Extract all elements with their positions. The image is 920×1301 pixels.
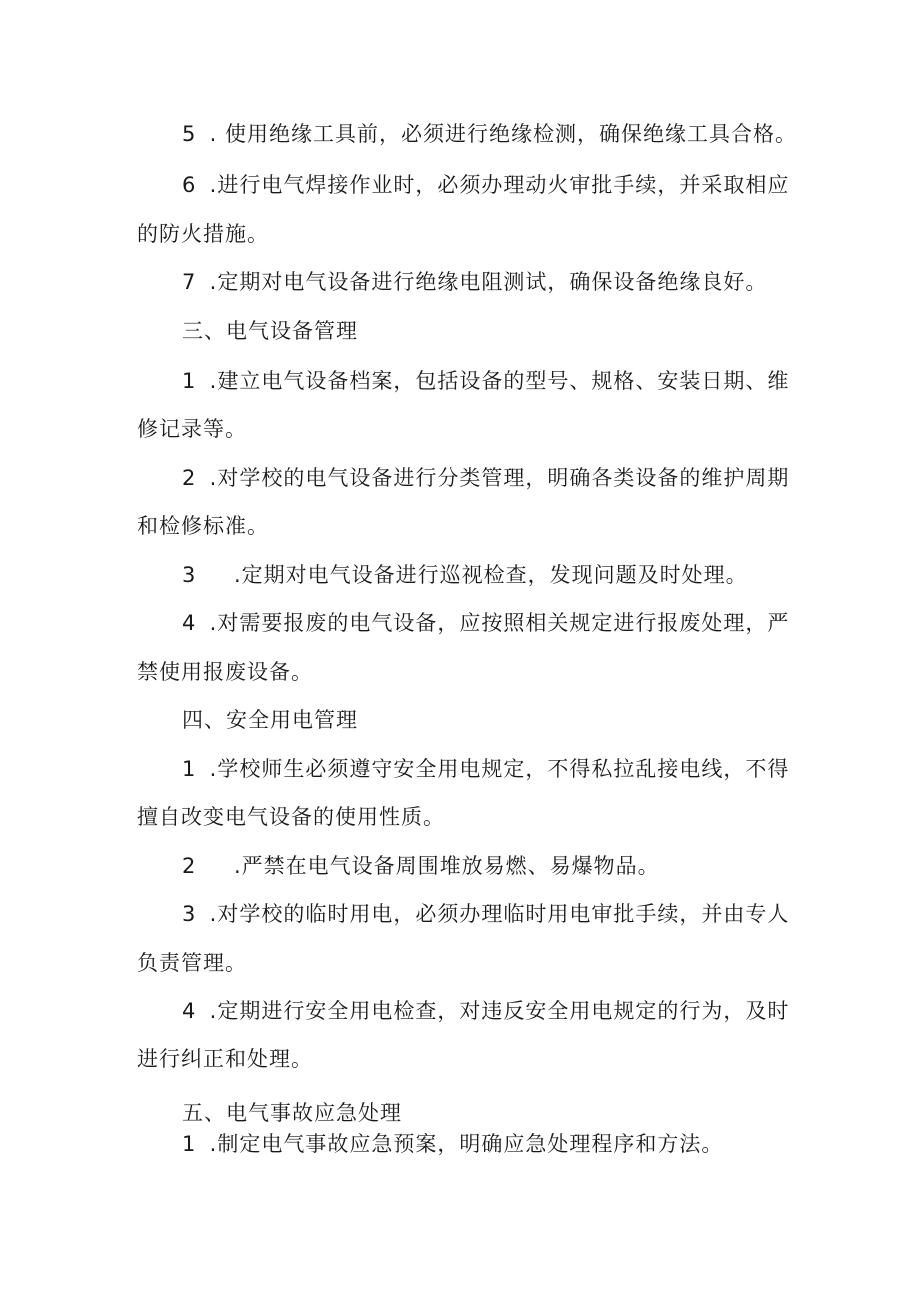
item-text: 修记录等。 xyxy=(137,417,247,441)
list-item-continuation xyxy=(137,416,247,442)
section-heading xyxy=(182,1100,402,1126)
list-item xyxy=(182,121,797,147)
section-heading-text: 五、电气事故应急处理 xyxy=(182,1101,402,1125)
item-number: 1 xyxy=(182,1132,197,1156)
list-item-continuation xyxy=(137,1046,313,1072)
item-number: 4 xyxy=(182,999,197,1023)
list-item-continuation xyxy=(137,950,247,976)
list-item-continuation xyxy=(137,513,269,539)
section-heading-text: 四、安全用电管理 xyxy=(182,708,358,732)
section-heading xyxy=(182,707,358,733)
item-text: 禁使用报废设备。 xyxy=(137,660,313,684)
item-number: 5 xyxy=(182,122,197,146)
section-heading xyxy=(182,318,358,344)
list-item-continuation xyxy=(137,659,313,685)
list-item-continuation xyxy=(137,804,445,830)
list-item xyxy=(182,610,789,636)
item-text: 进行纠正和处理。 xyxy=(137,1047,313,1071)
list-item-continuation xyxy=(137,221,269,247)
item-text: .学校师生必须遵守安全用电规定，不得私拉乱接电线，不得 xyxy=(202,757,790,781)
item-number: 2 xyxy=(182,854,197,878)
section-heading-text: 三、电气设备管理 xyxy=(182,319,358,343)
item-number: 3 xyxy=(182,902,197,926)
list-item xyxy=(182,901,789,927)
list-item xyxy=(182,269,767,295)
list-item xyxy=(182,1131,723,1157)
item-text: .对需要报废的电气设备，应按照相关规定进行报废处理，严 xyxy=(202,611,790,635)
list-item xyxy=(182,756,789,782)
item-number: 6 xyxy=(182,173,197,197)
item-number: 1 xyxy=(182,369,197,393)
item-text: . 使用绝缘工具前，必须进行绝缘检测，确保绝缘工具合格。 xyxy=(202,122,798,146)
item-number: 3 xyxy=(182,563,197,587)
item-text: .定期进行安全用电检查，对违反安全用电规定的行为，及时 xyxy=(202,999,790,1023)
item-text: .对学校的临时用电，必须办理临时用电审批手续，并由专人 xyxy=(202,902,790,926)
list-item xyxy=(182,853,660,879)
item-text: 负责管理。 xyxy=(137,951,247,975)
list-item xyxy=(182,172,789,198)
item-text: 的防火措施。 xyxy=(137,222,269,246)
item-text: .进行电气焊接作业时，必须办理动火审批手续，并采取相应 xyxy=(202,173,790,197)
item-text: .严禁在电气设备周围堆放易燃、易爆物品。 xyxy=(234,854,660,878)
item-number: 7 xyxy=(182,270,197,294)
list-item xyxy=(182,465,789,491)
item-number: 4 xyxy=(182,611,197,635)
item-text: .定期对电气设备进行巡视检查，发现问题及时处理。 xyxy=(234,563,748,587)
item-text: 擅自改变电气设备的使用性质。 xyxy=(137,805,445,829)
list-item xyxy=(182,998,789,1024)
item-text: .对学校的电气设备进行分类管理，明确各类设备的维护周期 xyxy=(202,466,790,490)
item-text: .建立电气设备档案，包括设备的型号、规格、安装日期、维 xyxy=(202,369,790,393)
list-item xyxy=(182,562,748,588)
item-text: .制定电气事故应急预案，明确应急处理程序和方法。 xyxy=(202,1132,724,1156)
item-text: 和检修标准。 xyxy=(137,514,269,538)
item-number: 1 xyxy=(182,757,197,781)
list-item xyxy=(182,368,789,394)
item-number: 2 xyxy=(182,466,197,490)
item-text: .定期对电气设备进行绝缘电阻测试，确保设备绝缘良好。 xyxy=(202,270,768,294)
